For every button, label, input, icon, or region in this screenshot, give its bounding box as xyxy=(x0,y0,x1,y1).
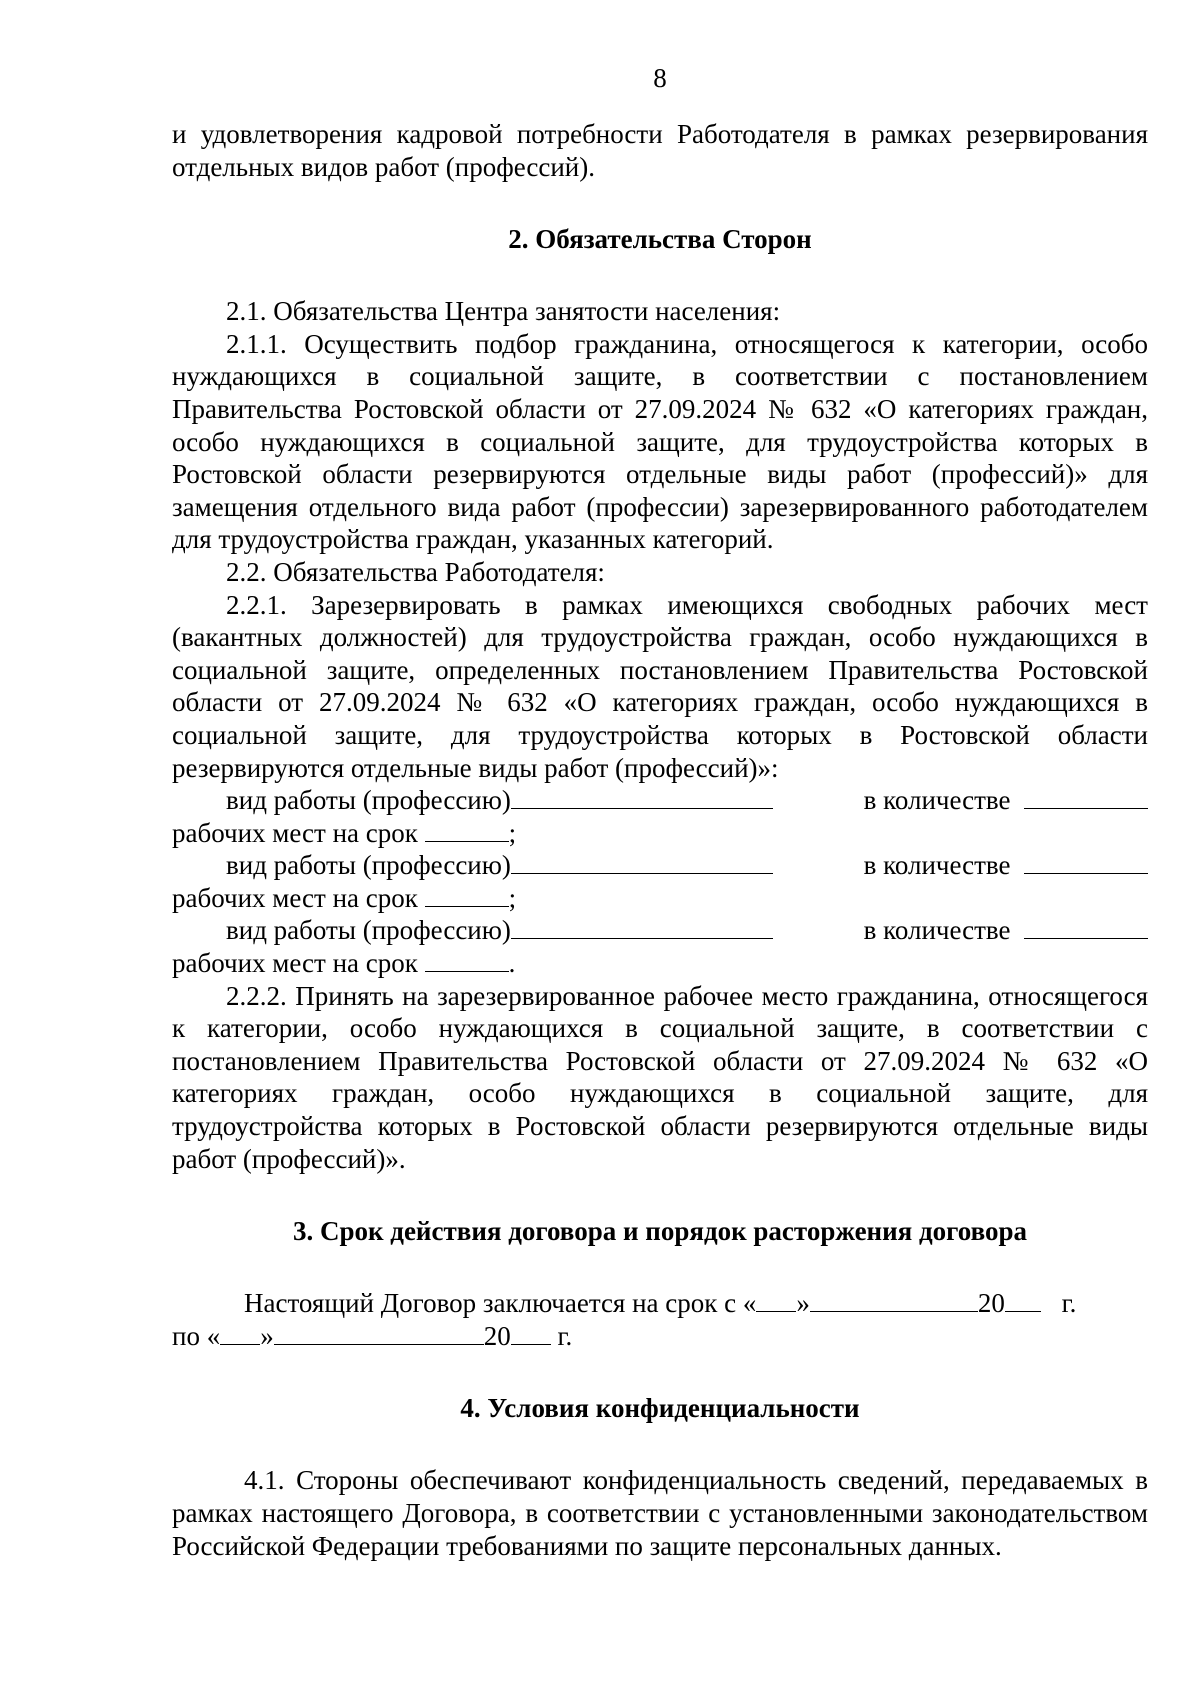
term-from-year-suffix: г. xyxy=(1054,1288,1077,1319)
row-end-mark: ; xyxy=(508,817,517,848)
clause-2-1: 2.1. Обязательства Центра занятости населения: xyxy=(226,296,781,327)
term-from-century: 20 xyxy=(977,1288,1005,1319)
page-number: 8 xyxy=(653,63,667,93)
section-2-heading: 2. Обязательства Сторон xyxy=(508,224,812,255)
quantity-blank[interactable] xyxy=(1024,849,1148,874)
work-type-label: вид работы (профессию) xyxy=(226,915,511,946)
term-to-prefix: по « xyxy=(172,1320,221,1351)
section-4-heading: 4. Условия конфиденциальности xyxy=(460,1393,860,1424)
section-3-heading: 3. Срок действия договора и порядок расторжения договора xyxy=(292,1216,1028,1247)
quantity-label: в количестве xyxy=(863,785,1011,816)
clause-2-1-1: 2.1.1. Осуществить подбор гражданина, относящегося к категории, особо нуждающихся в социальной защите, в соответствии с постановлением Правительства Ростовской области от 27.09.2024 № 632 «О категориях граждан, особо нуждающихся в социальной защите, для трудоустройства которых в Ростовской области резервируются отдельные виды работ (профессий)» для замещения отдельного вида работ (профессии) зарезервированного работодателем для трудоустройства граждан, указанных категорий. xyxy=(172,328,1148,555)
term-blank[interactable] xyxy=(425,882,509,907)
term-from-quote: » xyxy=(796,1288,810,1319)
end-day-blank[interactable] xyxy=(220,1320,260,1345)
work-type-label: вид работы (профессию) xyxy=(226,785,511,816)
start-month-blank[interactable] xyxy=(810,1287,978,1312)
clause-2-2-1: 2.2.1. Зарезервировать в рамках имеющихся свободных рабочих мест (вакантных должностей) для трудоустройства граждан, особо нуждающихся в социальной защите, определенных постановлением Правительства Ростовской области от 27.09.2024 № 632 «О категориях граждан, особо нуждающихся в социальной защите, для трудоустройства которых в Ростовской области резервируются отдельные виды работ (профессий)»: xyxy=(172,589,1148,783)
term-blank[interactable] xyxy=(425,817,509,842)
term-paragraph xyxy=(172,1287,1148,1320)
clause-2-2-2: 2.2.2. Принять на зарезервированное рабочее место гражданина, относящегося к категории, особо нуждающихся в социальной защите, в соответствии с постановлением Правительства Ростовской области от 27.09.2024 № 632 «О категориях граждан, особо нуждающихся в социальной защите, для трудоустройства которых в Ростовской области резервируются отдельные виды работ (профессий)». xyxy=(172,980,1148,1174)
term-to-line xyxy=(172,1320,1148,1353)
quantity-label: в количестве xyxy=(863,915,1011,946)
term-to-century: 20 xyxy=(483,1320,511,1351)
work-type-blank[interactable] xyxy=(511,849,773,874)
start-year-blank[interactable] xyxy=(1005,1287,1041,1312)
clause-4-1: 4.1. Стороны обеспечивают конфиденциальность сведений, передаваемых в рамках настоящего Договора, в соответствии с установленными законодательством Российской Федерации требованиями по защите персональных данных. xyxy=(172,1465,1148,1561)
end-month-blank[interactable] xyxy=(274,1320,484,1345)
term-to-year-suffix: г. xyxy=(550,1320,573,1351)
reservation-form-row xyxy=(172,849,1148,914)
quantity-label: в количестве xyxy=(863,850,1011,881)
reservation-form-row xyxy=(172,914,1148,979)
end-year-blank[interactable] xyxy=(511,1320,551,1345)
term-to-quote: » xyxy=(260,1320,274,1351)
quantity-blank[interactable] xyxy=(1024,914,1148,939)
work-type-label: вид работы (профессию) xyxy=(226,850,511,881)
term-from-prefix: Настоящий Договор заключается на срок с « xyxy=(244,1288,757,1319)
work-type-blank[interactable] xyxy=(511,914,773,939)
row-end-mark: ; xyxy=(508,882,517,913)
start-day-blank[interactable] xyxy=(756,1287,796,1312)
quantity-blank[interactable] xyxy=(1024,784,1148,809)
work-type-blank[interactable] xyxy=(511,784,773,809)
term-label: рабочих мест на срок xyxy=(172,817,418,848)
term-blank[interactable] xyxy=(425,947,509,972)
reservation-form-row xyxy=(172,784,1148,849)
row-end-mark: . xyxy=(508,948,516,979)
term-label: рабочих мест на срок xyxy=(172,882,418,913)
clause-2-2: 2.2. Обязательства Работодателя: xyxy=(226,556,605,587)
term-label: рабочих мест на срок xyxy=(172,948,418,979)
intro-paragraph: и удовлетворения кадровой потребности Работодателя в рамках резервирования отдельных видов работ (профессий). xyxy=(172,119,1148,182)
document-page xyxy=(172,62,1148,1562)
